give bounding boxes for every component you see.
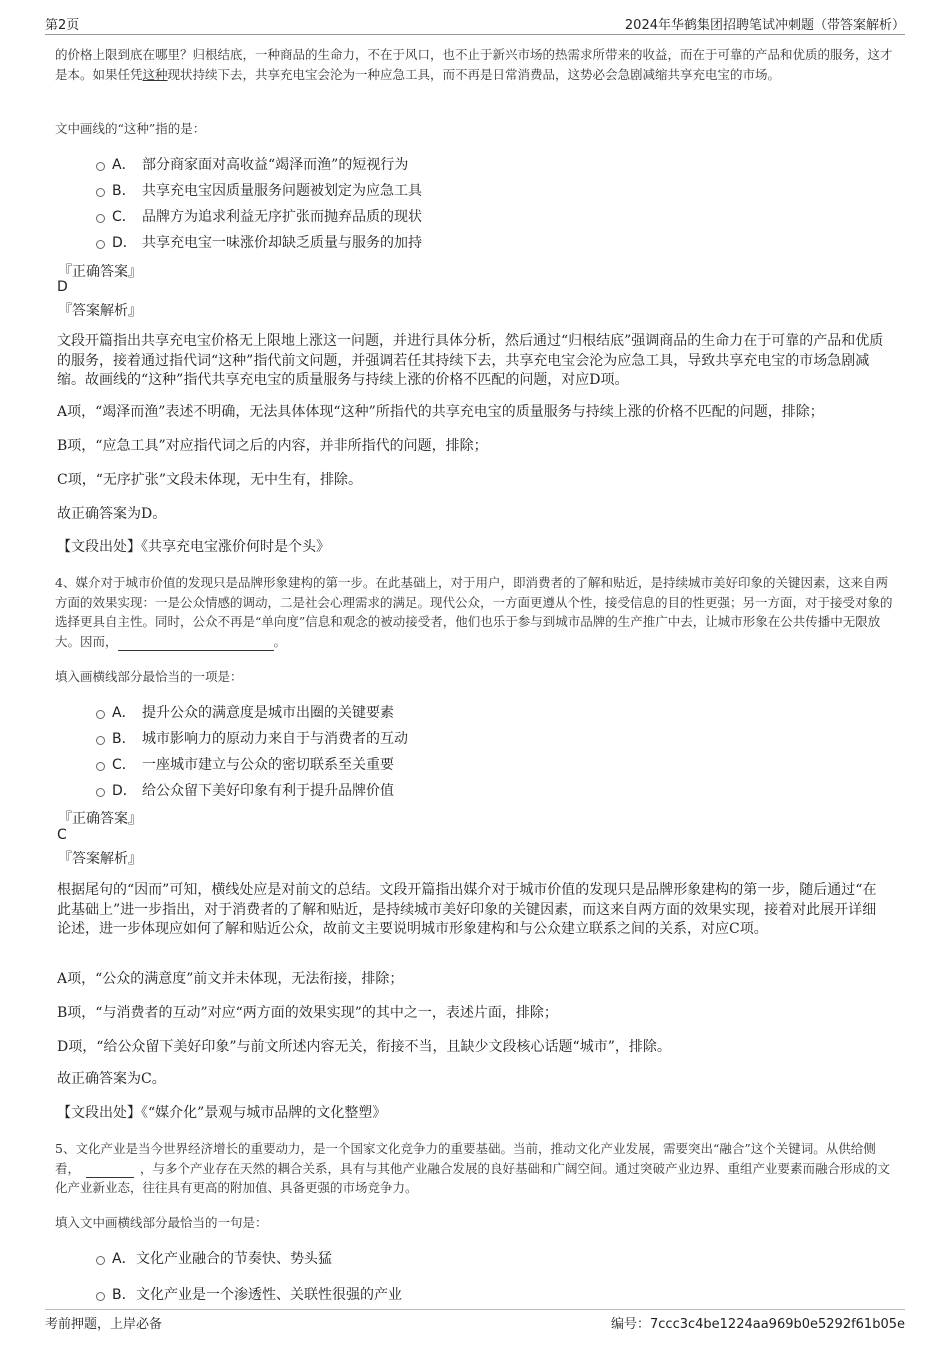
radio-icon[interactable] (96, 762, 105, 771)
q3-analysis-c: C项，“无序扩张”文段未体现，无中生有，排除。 (57, 472, 363, 488)
q4-option-d[interactable]: D． 给公众留下美好印象有利于提升品牌价值 (96, 780, 394, 800)
radio-icon[interactable] (96, 710, 105, 719)
q4-answer: C (57, 827, 67, 843)
q4-blank (118, 637, 274, 651)
q3-option-b[interactable]: B． 共享充电宝因质量服务问题被划定为应急工具 (96, 180, 422, 200)
q4-prompt: 填入画横线部分最恰当的一项是： (55, 669, 243, 684)
document-id: 编号：7ccc3c4be1224aa969b0e5292f61b05e (611, 1317, 905, 1332)
q5-passage: 5、文化产业是当今世界经济增长的重要动力，是一个国家文化竞争力的重要基础。当前，推动文化产业发展，需要突出“融合”这个关键词。从供给侧看， ，与多个产业存在天然的耦合关系，具有与其他产业融合发展的良好基础和广阔空间。通过突破产业边界、重组产业要素而融合形成的文化产业新业态，往往具有更高的附加值、具备更强的市场竞争力。 (55, 1141, 891, 1195)
q3-analysis-conclusion: 故正确答案为D。 (57, 506, 167, 522)
q4-option-c[interactable]: C． 一座城市建立与公众的密切联系至关重要 (96, 754, 394, 774)
radio-icon[interactable] (96, 162, 105, 171)
q3-analysis-main: 文段开篇指出共享充电宝价格无上限地上涨这一问题，并进行具体分析，然后通过“归根结底”强调商品的生命力在于可靠的产品和优质的服务，接着通过指代词“这种”指代前文问题，并强调若任其持续下去，共享充电宝会沦为应急工具，导致共享充电宝的市场急剧减缩。故画线的“这种”指代共享充电宝的质量服务与持续上涨的价格不匹配的问题，对应D项。 (57, 333, 884, 388)
q3-option-d[interactable]: D． 共享充电宝一味涨价却缺乏质量与服务的加持 (96, 232, 422, 252)
q3-source: 【文段出处】《共享充电宝涨价何时是个头》 (57, 539, 330, 555)
q5-option-a[interactable]: A．文化产业融合的节奏快、势头猛 (96, 1248, 332, 1268)
q5-option-b[interactable]: B．文化产业是一个渗透性、关联性很强的产业 (96, 1284, 402, 1304)
footer-slogan: 考前押题，上岸必备 (45, 1317, 163, 1332)
q3-option-c[interactable]: C． 品牌方为追求利益无序扩张而抛弃品质的现状 (96, 206, 422, 226)
q3-answer: D (57, 279, 68, 295)
radio-icon[interactable] (96, 736, 105, 745)
radio-icon[interactable] (96, 214, 105, 223)
q3-analysis-a: A项，“竭泽而渔”表述不明确，无法具体体现“这种”所指代的共享充电宝的质量服务与持续上涨的价格不匹配的问题，排除； (57, 404, 824, 420)
q3-analysis-label: 『答案解析』 (58, 303, 142, 319)
q4-answer-label: 『正确答案』 (58, 811, 142, 827)
q4-analysis-a: A项，“公众的满意度”前文并未体现，无法衔接，排除； (57, 971, 404, 987)
q4-source: 【文段出处】《“媒介化”景观与城市品牌的文化整塑》 (57, 1105, 387, 1121)
radio-icon[interactable] (96, 1292, 105, 1301)
radio-icon[interactable] (96, 188, 105, 197)
page-number: 第2页 (45, 18, 80, 33)
radio-icon[interactable] (96, 1256, 105, 1265)
q3-prompt: 文中画线的“这种”指的是： (55, 121, 206, 136)
q4-passage: 4、媒介对于城市价值的发现只是品牌形象建构的第一步。在此基础上，对于用户，即消费者的了解和贴近，是持续城市美好印象的关键因素，这来自两方面的效果实现：一是公众情感的调动，二是社会心理需求的满足。现代公众，一方面更遵从个性，接受信息的目的性更强；另一方面，对于接受对象的选择更具自主性。同时，公众不再是“单向度”信息和观念的被动接受者，他们也乐于参与到城市品牌的生产推广中去，让城市形象在公共传播中无限放大。因而， 。 (55, 573, 900, 651)
header-divider (45, 34, 905, 35)
q3-answer-label: 『正确答案』 (58, 264, 142, 280)
q4-option-b[interactable]: B． 城市影响力的原动力来自于与消费者的互动 (96, 728, 408, 748)
q3-analysis-b: B项，“应急工具”对应指代词之后的内容，并非所指代的问题，排除； (57, 438, 488, 454)
radio-icon[interactable] (96, 788, 105, 797)
q4-analysis-conclusion: 故正确答案为C。 (57, 1071, 166, 1087)
footer-divider (45, 1309, 905, 1310)
q3-passage: 的价格上限到底在哪里？归根结底，一种商品的生命力，不在于风口，也不止于新兴市场的热需求所带来的收益，而在于可靠的产品和优质的服务，这才是本。如果任凭这种现状持续下去，共享充电宝会沦为一种应急工具，而不再是日常消费品，这势必会急剧减缩共享充电宝的市场。 (55, 47, 893, 82)
q4-analysis-label: 『答案解析』 (58, 851, 142, 867)
q3-option-a[interactable]: A． 部分商家面对高收益“竭泽而渔”的短视行为 (96, 154, 408, 174)
q4-analysis-main: 根据尾句的“因而”可知，横线处应是对前文的总结。文段开篇指出媒介对于城市价值的发现只是品牌形象建构的第一步，随后通过“在此基础上”进一步指出，对于消费者的了解和贴近，是持续城市美好印象的关键因素，而这来自两方面的效果实现，接着对此展开详细论述，进一步体现应如何了解和贴近公众，故前文主要说明城市形象建构和与公众建立联系之间的关系，对应C项。 (57, 882, 877, 937)
document-title: 2024年华鹤集团招聘笔试冲刺题（带答案解析） (624, 18, 905, 33)
q5-prompt: 填入文中画横线部分最恰当的一句是： (55, 1215, 268, 1230)
radio-icon[interactable] (96, 240, 105, 249)
q4-analysis-b: B项，“与消费者的互动”对应“两方面的效果实现”的其中之一，表述片面，排除； (57, 1005, 558, 1021)
q3-underlined-word: 这种 (142, 66, 168, 82)
q4-analysis-d: D项，“给公众留下美好印象”与前文所述内容无关，衔接不当，且缺少文段核心话题“城市”，排除。 (57, 1039, 671, 1055)
q5-blank (86, 1164, 134, 1178)
q4-option-a[interactable]: A． 提升公众的满意度是城市出圈的关键要素 (96, 702, 394, 722)
